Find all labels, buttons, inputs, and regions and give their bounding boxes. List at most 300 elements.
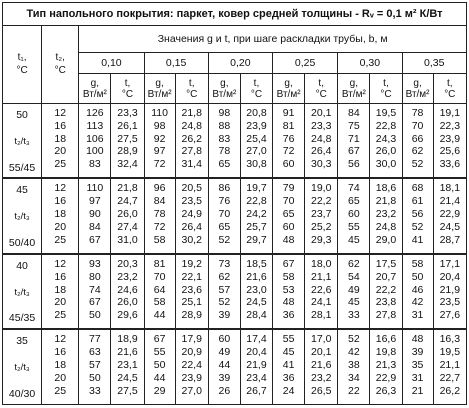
g-value-cell bbox=[402, 104, 433, 179]
table-cell: 22,9 bbox=[375, 371, 397, 384]
table-cell: 36 bbox=[282, 371, 295, 384]
table-cell: 28,7 bbox=[439, 233, 461, 246]
table-cell: 25,7 bbox=[246, 220, 267, 233]
table-cell: 62 bbox=[411, 145, 424, 158]
table-cell: 29 bbox=[153, 384, 166, 397]
t-header: t, °C bbox=[240, 74, 272, 104]
table-cell: 26,0 bbox=[117, 296, 138, 309]
table-cell: 52 bbox=[218, 296, 231, 309]
table-cell: 65 bbox=[347, 195, 360, 208]
g-value-cell bbox=[273, 329, 305, 404]
table-cell: 25,6 bbox=[439, 145, 461, 158]
group-range: 40/30 bbox=[8, 387, 36, 400]
g-value-cell bbox=[402, 254, 433, 330]
table-cell: 20,5 bbox=[181, 182, 202, 195]
table-cell-t2: 20 bbox=[54, 220, 67, 233]
table-cell: 97 bbox=[89, 195, 101, 208]
table-cell: 25,4 bbox=[246, 132, 267, 145]
table-cell: 42 bbox=[411, 296, 424, 309]
table-cell: 88 bbox=[218, 119, 231, 132]
table-cell: 30,0 bbox=[375, 158, 397, 171]
table-cell: 18,9 bbox=[117, 333, 138, 346]
table-cell: 24,5 bbox=[117, 371, 138, 384]
table-cell: 21,1 bbox=[310, 270, 332, 283]
table-cell: 24,5 bbox=[246, 296, 267, 309]
table-cell: 56 bbox=[347, 158, 360, 171]
table-cell: 21,3 bbox=[375, 359, 397, 372]
table-cell: 72 bbox=[153, 158, 166, 171]
group-t1: 40 bbox=[16, 259, 28, 272]
g-value-cell bbox=[402, 329, 433, 404]
table-cell: 35 bbox=[411, 359, 424, 372]
t-value-cell bbox=[433, 104, 466, 179]
g-value-cell bbox=[79, 178, 111, 254]
t-value-cell bbox=[111, 254, 144, 330]
table-cell: 22,3 bbox=[439, 119, 461, 132]
table-cell: 26,0 bbox=[375, 145, 397, 158]
table-cell: 100 bbox=[86, 145, 104, 158]
table-cell: 61 bbox=[411, 195, 424, 208]
t-value-cell bbox=[305, 329, 338, 404]
t-value-cell bbox=[305, 104, 338, 179]
t-value-cell bbox=[175, 104, 208, 179]
table-cell-t2: 16 bbox=[54, 270, 67, 283]
table-cell: 66 bbox=[411, 132, 424, 145]
table-cell-t2: 20 bbox=[54, 296, 67, 309]
table-cell: 90 bbox=[89, 208, 101, 221]
table-group bbox=[3, 104, 467, 179]
table-cell: 78 bbox=[153, 208, 166, 221]
table-cell: 86 bbox=[218, 182, 231, 195]
table-cell: 80 bbox=[89, 270, 101, 283]
table-cell: 78 bbox=[411, 107, 424, 119]
table-cell: 20,1 bbox=[310, 107, 332, 119]
group-t1: 35 bbox=[16, 335, 28, 348]
table-cell: 68 bbox=[411, 182, 424, 195]
table-cell: 34 bbox=[347, 371, 360, 384]
table-cell: 25,2 bbox=[310, 220, 332, 233]
table-cell: 62 bbox=[347, 257, 360, 270]
group-range: 50/40 bbox=[8, 236, 36, 249]
table-cell: 23,1 bbox=[117, 359, 138, 372]
t-value-cell bbox=[370, 178, 402, 254]
table-cell: 58 bbox=[153, 296, 166, 309]
table-cell: 24,8 bbox=[375, 220, 397, 233]
g-value-cell bbox=[144, 178, 175, 254]
table-cell: 65 bbox=[218, 220, 231, 233]
group-ratio-label: t₂/t₃ bbox=[14, 135, 30, 147]
step-header: 0,20 bbox=[208, 53, 272, 74]
table-cell: 23,6 bbox=[181, 283, 202, 296]
table-cell: 48 bbox=[411, 333, 424, 346]
table-cell: 73 bbox=[218, 257, 231, 270]
table-cell: 19,5 bbox=[439, 346, 461, 359]
table-cell: 97 bbox=[153, 145, 166, 158]
group-t1: 45 bbox=[16, 184, 28, 197]
table-cell-t2: 16 bbox=[54, 195, 67, 208]
table-cell-t2: 12 bbox=[54, 257, 67, 270]
table-cell: 91 bbox=[282, 107, 295, 119]
table-cell: 31,4 bbox=[181, 158, 202, 171]
g-value-cell bbox=[79, 254, 111, 330]
table-cell: 28,9 bbox=[117, 145, 138, 158]
table-cell-t2: 25 bbox=[54, 309, 67, 322]
table-cell: 24,2 bbox=[246, 208, 267, 221]
table-cell: 23,3 bbox=[117, 107, 138, 119]
table-cell: 23,3 bbox=[310, 119, 332, 132]
table-cell: 26,1 bbox=[117, 119, 138, 132]
table-cell: 106 bbox=[86, 132, 104, 145]
t-value-cell bbox=[433, 178, 466, 254]
table-cell: 24,8 bbox=[181, 119, 202, 132]
g-value-cell bbox=[273, 104, 305, 179]
table-cell: 24,6 bbox=[117, 283, 138, 296]
table-cell: 52 bbox=[411, 220, 424, 233]
table-cell: 67 bbox=[89, 233, 101, 246]
table-cell: 92 bbox=[153, 132, 166, 145]
t-value-cell bbox=[240, 329, 272, 404]
table-cell: 50 bbox=[153, 359, 166, 372]
table-cell: 21,6 bbox=[117, 346, 138, 359]
header-t2: t₂, °C bbox=[42, 26, 79, 104]
table-cell: 16,6 bbox=[375, 333, 397, 346]
table-cell: 27,5 bbox=[117, 384, 138, 397]
group-range: 45/35 bbox=[8, 312, 36, 325]
table-cell: 25,1 bbox=[181, 296, 202, 309]
table-cell-t2: 25 bbox=[54, 233, 67, 246]
table-cell: 62 bbox=[218, 270, 231, 283]
table-cell: 23,0 bbox=[246, 283, 267, 296]
table-cell: 23,9 bbox=[439, 132, 461, 145]
table-cell: 83 bbox=[218, 132, 231, 145]
t-value-cell bbox=[305, 254, 338, 330]
table-cell: 84 bbox=[89, 220, 101, 233]
group-label-cell bbox=[3, 104, 42, 179]
heating-table bbox=[2, 2, 467, 405]
table-cell: 17,1 bbox=[439, 257, 461, 270]
table-cell: 26,3 bbox=[375, 384, 397, 397]
table-cell: 26,0 bbox=[117, 208, 138, 221]
t-header: t, °C bbox=[433, 74, 466, 104]
table-cell: 39 bbox=[411, 346, 424, 359]
table-cell: 20,4 bbox=[439, 270, 461, 283]
table-cell: 74 bbox=[89, 283, 101, 296]
table-group bbox=[3, 254, 467, 330]
table-cell: 29,6 bbox=[117, 309, 138, 322]
table-cell: 49 bbox=[218, 346, 231, 359]
t-value-cell bbox=[240, 104, 272, 179]
table-cell: 65 bbox=[282, 208, 295, 221]
table-cell: 52 bbox=[411, 158, 424, 171]
table-cell: 21 bbox=[411, 384, 424, 397]
table-cell: 20,3 bbox=[117, 257, 138, 270]
table-cell: 45 bbox=[347, 296, 360, 309]
table-cell: 21,1 bbox=[439, 359, 461, 372]
table-cell: 23,9 bbox=[181, 371, 202, 384]
t-header: t, °C bbox=[370, 74, 402, 104]
table-cell: 26,2 bbox=[181, 132, 202, 145]
table-cell-t2: 18 bbox=[54, 359, 67, 372]
table-cell: 24,1 bbox=[310, 296, 332, 309]
table-cell: 28,4 bbox=[246, 309, 267, 322]
table-cell: 22,6 bbox=[310, 283, 332, 296]
step-header: 0,35 bbox=[402, 53, 466, 74]
table-cell: 19,0 bbox=[310, 182, 332, 195]
table-cell: 27,6 bbox=[439, 309, 461, 322]
g-value-cell bbox=[338, 178, 370, 254]
table-cell: 20,7 bbox=[375, 270, 397, 283]
table-title: Тип напольного покрытия: паркет, ковер средней толщины - Rᵥ = 0,1 м² К/Вт bbox=[3, 3, 467, 26]
table-cell: 72 bbox=[282, 145, 295, 158]
table-cell: 54 bbox=[347, 270, 360, 283]
table-cell: 21,8 bbox=[181, 107, 202, 119]
table-cell: 50 bbox=[89, 309, 101, 322]
table-cell: 31,0 bbox=[117, 233, 138, 246]
table-cell: 39 bbox=[218, 371, 231, 384]
table-cell: 65 bbox=[218, 158, 231, 171]
table-cell: 33 bbox=[89, 384, 101, 397]
table-cell: 26,5 bbox=[310, 384, 332, 397]
group-label-cell bbox=[3, 178, 42, 254]
table-cell-t2: 25 bbox=[54, 158, 67, 171]
table-cell: 18,0 bbox=[310, 257, 332, 270]
table-cell: 23,4 bbox=[246, 371, 267, 384]
g-value-cell bbox=[79, 104, 111, 179]
table-cell: 23,2 bbox=[310, 371, 332, 384]
table-cell: 22,2 bbox=[375, 283, 397, 296]
table-cell: 21,6 bbox=[246, 270, 267, 283]
table-cell: 126 bbox=[86, 107, 104, 119]
table-cell-t2: 18 bbox=[54, 283, 67, 296]
t-value-cell bbox=[433, 329, 466, 404]
table-cell: 58 bbox=[411, 257, 424, 270]
table-cell: 81 bbox=[282, 119, 295, 132]
t-value-cell bbox=[111, 329, 144, 404]
g-value-cell bbox=[338, 329, 370, 404]
t-header: t, °C bbox=[305, 74, 338, 104]
table-cell: 57 bbox=[89, 359, 101, 372]
group-t2-cell bbox=[42, 178, 79, 254]
table-cell: 55 bbox=[282, 333, 295, 346]
table-cell: 64 bbox=[153, 283, 166, 296]
g-value-cell bbox=[402, 178, 433, 254]
step-header: 0,30 bbox=[338, 53, 402, 74]
table-cell: 113 bbox=[86, 119, 104, 132]
g-header: g, Вт/м² bbox=[402, 74, 433, 104]
table-cell: 45 bbox=[282, 346, 295, 359]
table-cell: 55 bbox=[153, 346, 166, 359]
step-header: 0,25 bbox=[273, 53, 338, 74]
table-cell: 44 bbox=[153, 309, 166, 322]
table-cell: 27,8 bbox=[375, 309, 397, 322]
g-header: g, Вт/м² bbox=[338, 74, 370, 104]
table-cell: 75 bbox=[347, 119, 360, 132]
table-subtitle: Значения g и t, при шаге раскладки трубы, b, м bbox=[79, 26, 467, 53]
g-header: g, Вт/м² bbox=[144, 74, 175, 104]
t-value-cell bbox=[370, 254, 402, 330]
g-value-cell bbox=[273, 254, 305, 330]
table-cell: 26 bbox=[218, 384, 231, 397]
table-cell: 52 bbox=[218, 233, 231, 246]
table-cell: 22,8 bbox=[246, 195, 267, 208]
table-cell: 22,1 bbox=[181, 270, 202, 283]
table-cell: 26,4 bbox=[310, 145, 332, 158]
table-cell: 67 bbox=[153, 333, 166, 346]
table-cell: 44 bbox=[153, 371, 166, 384]
t-value-cell bbox=[240, 178, 272, 254]
group-range: 55/45 bbox=[8, 161, 36, 174]
table-cell: 78 bbox=[218, 145, 231, 158]
table-cell: 21,8 bbox=[117, 182, 138, 195]
table-cell: 30,3 bbox=[310, 158, 332, 171]
table-cell: 27,8 bbox=[181, 145, 202, 158]
table-cell: 29,0 bbox=[375, 233, 397, 246]
table-cell: 24,5 bbox=[439, 220, 461, 233]
table-cell: 32,4 bbox=[117, 158, 138, 171]
g-value-cell bbox=[79, 329, 111, 404]
group-label-cell bbox=[3, 254, 42, 330]
g-value-cell bbox=[338, 104, 370, 179]
table-cell: 24,3 bbox=[375, 132, 397, 145]
table-cell-t2: 18 bbox=[54, 132, 67, 145]
table-cell: 41 bbox=[282, 359, 295, 372]
t-value-cell bbox=[175, 254, 208, 330]
g-header: g, Вт/м² bbox=[273, 74, 305, 104]
table-cell: 84 bbox=[153, 195, 166, 208]
table-cell: 31 bbox=[411, 309, 424, 322]
table-cell: 27,4 bbox=[117, 220, 138, 233]
table-cell: 42 bbox=[347, 346, 360, 359]
table-cell: 53 bbox=[282, 283, 295, 296]
group-t2-cell bbox=[42, 104, 79, 179]
t-header: t, °C bbox=[111, 74, 144, 104]
table-cell: 110 bbox=[86, 182, 104, 195]
group-ratio-label: t₂/t₃ bbox=[14, 211, 30, 223]
table-cell-t2: 12 bbox=[54, 107, 67, 119]
table-cell: 23,8 bbox=[375, 296, 397, 309]
g-header: g, Вт/м² bbox=[208, 74, 240, 104]
table-cell: 19,1 bbox=[439, 107, 461, 119]
table-cell: 31 bbox=[411, 371, 424, 384]
g-value-cell bbox=[208, 104, 240, 179]
g-value-cell bbox=[208, 329, 240, 404]
g-value-cell bbox=[144, 254, 175, 330]
table-cell: 19,2 bbox=[181, 257, 202, 270]
table-cell: 20,9 bbox=[181, 346, 202, 359]
table-cell: 19,7 bbox=[246, 182, 267, 195]
g-value-cell bbox=[144, 329, 175, 404]
table-cell: 22,7 bbox=[439, 371, 461, 384]
table-cell: 41 bbox=[411, 233, 424, 246]
table-cell: 98 bbox=[153, 119, 166, 132]
group-ratio-label: t₂/t₃ bbox=[14, 286, 30, 298]
table-cell: 24,7 bbox=[117, 195, 138, 208]
t-header: t, °C bbox=[175, 74, 208, 104]
table-cell-t2: 12 bbox=[54, 182, 67, 195]
table-cell: 67 bbox=[89, 296, 101, 309]
step-header: 0,15 bbox=[144, 53, 208, 74]
table-cell: 23,2 bbox=[117, 270, 138, 283]
table-cell: 18,5 bbox=[246, 257, 267, 270]
table-cell-t2: 20 bbox=[54, 371, 67, 384]
table-cell: 17,9 bbox=[181, 333, 202, 346]
table-cell: 16,3 bbox=[439, 333, 461, 346]
group-t2-cell bbox=[42, 329, 79, 404]
table-cell: 21,9 bbox=[246, 359, 267, 372]
table-cell-t2: 16 bbox=[54, 346, 67, 359]
table-cell: 23,2 bbox=[375, 208, 397, 221]
t-value-cell bbox=[370, 329, 402, 404]
table-cell: 76 bbox=[282, 132, 295, 145]
table-cell: 60 bbox=[347, 208, 360, 221]
table-cell: 17,4 bbox=[246, 333, 267, 346]
table-cell: 58 bbox=[282, 270, 295, 283]
table-cell: 96 bbox=[153, 182, 166, 195]
table-cell: 18,6 bbox=[375, 182, 397, 195]
table-cell: 52 bbox=[347, 333, 360, 346]
table-cell: 77 bbox=[89, 333, 101, 346]
table-cell: 21,4 bbox=[439, 195, 461, 208]
t-value-cell bbox=[305, 178, 338, 254]
table-cell: 21,6 bbox=[310, 359, 332, 372]
table-cell: 74 bbox=[347, 182, 360, 195]
table-cell: 29,3 bbox=[310, 233, 332, 246]
table-cell: 63 bbox=[89, 346, 101, 359]
table-cell: 44 bbox=[218, 359, 231, 372]
table-cell: 30,2 bbox=[181, 233, 202, 246]
table-cell: 23,5 bbox=[181, 195, 202, 208]
table-cell: 72 bbox=[153, 220, 166, 233]
header-t1: t₁, °C bbox=[3, 26, 42, 104]
table-cell: 46 bbox=[411, 283, 424, 296]
table-cell: 98 bbox=[218, 107, 231, 119]
table-cell: 84 bbox=[347, 107, 360, 119]
t-value-cell bbox=[175, 178, 208, 254]
table-cell: 22,9 bbox=[439, 208, 461, 221]
group-label-cell bbox=[3, 329, 42, 404]
t-value-cell bbox=[111, 104, 144, 179]
table-cell: 70 bbox=[218, 208, 231, 221]
table-cell: 60 bbox=[218, 333, 231, 346]
table-cell: 26,2 bbox=[439, 384, 461, 397]
table-cell: 48 bbox=[282, 296, 295, 309]
table-cell-t2: 25 bbox=[54, 384, 67, 397]
table-cell: 24 bbox=[282, 384, 295, 397]
table-cell: 17,5 bbox=[375, 257, 397, 270]
table-cell: 24,9 bbox=[181, 208, 202, 221]
group-t2-cell bbox=[42, 254, 79, 330]
table-cell: 60 bbox=[282, 158, 295, 171]
table-cell: 48 bbox=[282, 233, 295, 246]
group-ratio-label: t₂/t₃ bbox=[14, 362, 30, 374]
t-value-cell bbox=[240, 254, 272, 330]
table-cell: 67 bbox=[282, 257, 295, 270]
table-cell-t2: 16 bbox=[54, 119, 67, 132]
table-cell: 22,2 bbox=[310, 195, 332, 208]
table-cell: 27,0 bbox=[181, 384, 202, 397]
table-cell: 22 bbox=[347, 384, 360, 397]
table-cell: 19,5 bbox=[375, 107, 397, 119]
table-cell: 20,1 bbox=[310, 346, 332, 359]
g-value-cell bbox=[338, 254, 370, 330]
table-cell: 71 bbox=[347, 132, 360, 145]
g-value-cell bbox=[208, 254, 240, 330]
group-t1: 50 bbox=[16, 109, 28, 121]
table-cell: 20,4 bbox=[246, 346, 267, 359]
table-cell: 49 bbox=[347, 283, 360, 296]
g-value-cell bbox=[144, 104, 175, 179]
table-cell: 36 bbox=[282, 309, 295, 322]
